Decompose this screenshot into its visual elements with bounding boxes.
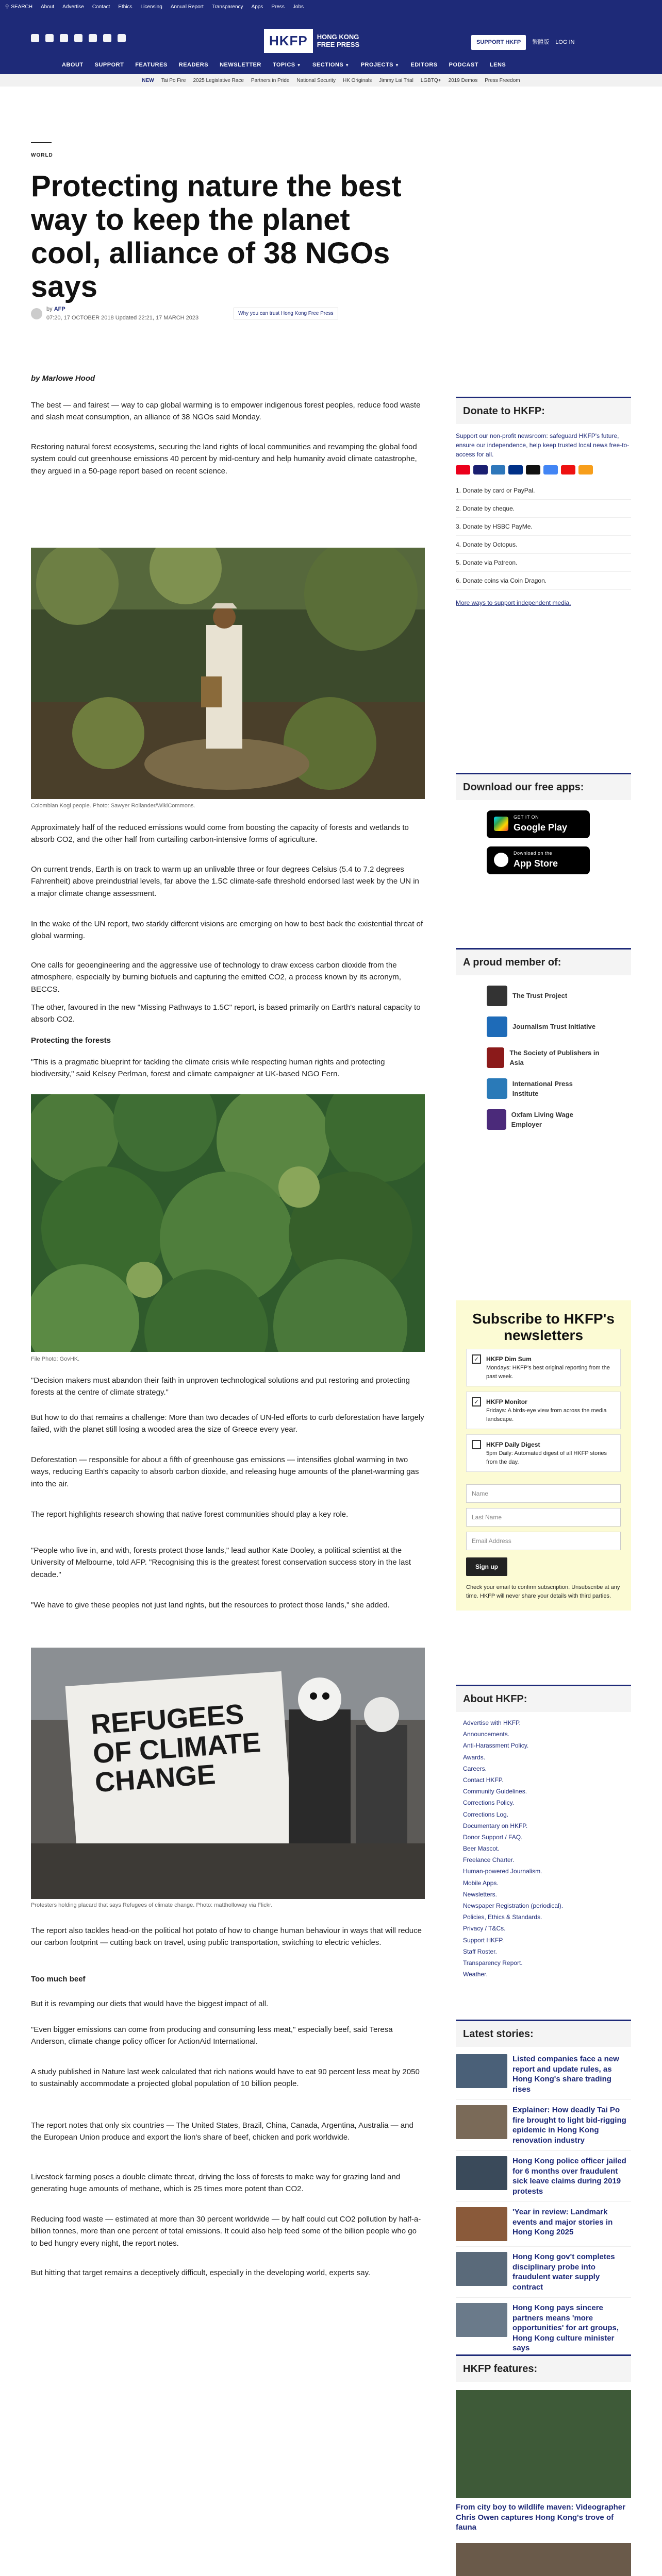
donate-option[interactable]: 3. Donate by HSBC PayMe. [456,518,631,536]
payment-icons [456,465,631,474]
newsletter-box [456,1300,631,1611]
about-links [456,1712,631,1985]
google-pay-icon [543,465,558,474]
donate-option[interactable]: 6. Donate coins via Coin Dragon. [456,572,631,590]
latest-story[interactable]: Hong Kong pays sincere partners means 'more opportunities' for art groups, Hong Kong culture minister says [456,2298,631,2359]
sidebar-donate [456,397,631,607]
latest-story[interactable]: Hong Kong police officer jailed for 6 months over fraudulent sick leave claims during 2019 protests [456,2151,631,2202]
nav-item[interactable]: NEWSLETTER [220,62,261,68]
avatar [31,308,42,319]
sidebar-about [456,1685,631,1985]
last-name-input[interactable]: Last Name [466,1508,621,1527]
paragraph: Livestock farming poses a double climate threat, driving the loss of forests to make way for grazing land and generating huge amounts of methane, which is 25 times more potent than CO2. [31,2173,401,2194]
byline-meta: by AFP 07:20, 17 OCTOBER 2018 Updated 22:21, 17 MARCH 2023 [46,306,199,321]
newsletter-title: Subscribe to HKFP's newsletters [472,1311,615,1344]
member-logo[interactable]: International Press Institute [487,1073,600,1104]
google-play-button[interactable]: GET IT ON Google Play [487,810,590,838]
paragraph: On current trends, Earth is on track to warm up an unlivable three or four degrees Celsius (5.4 to 7.2 degrees Fahrenheit) above preindustrial levels, far above the 1.5C climate-safe threshold endorsed last week by the UN in a major climate change assessment. [31,865,419,898]
paragraph: Approximately half of the reduced emissions would come from boosting the capacity of forests and wetlands to absorb CO2, and the other half from curtailing carbon-intensive forms of agriculture. [31,823,409,844]
newsletter-option[interactable]: HKFP Daily Digest 5pm Daily: Automated digest of all HKFP stories from the day. [466,1434,621,1472]
about-link[interactable]: Privacy / T&Cs. [463,1925,506,1933]
trending-link[interactable]: HK Originals [342,77,372,83]
checkbox[interactable]: ✓ [472,1397,481,1406]
about-link[interactable]: Donor Support / FAQ. [463,1833,523,1841]
members-title: A proud member of: [456,948,631,975]
story-thumbnail [456,2252,507,2286]
header-actions [471,35,574,50]
newsletter-option[interactable]: ✓ HKFP Dim Sum Mondays: HKFP's best original reporting from the past week. [466,1349,621,1386]
unionpay-icon [561,465,575,474]
topbar-link[interactable]: Apps [251,4,263,10]
article-photo-forest [31,1094,425,1352]
nav-item[interactable]: PODCAST [449,62,478,68]
trending-link[interactable]: Partners in Pride [251,77,290,83]
member-logo[interactable]: The Society of Publishers in Asia [487,1042,600,1073]
about-link[interactable]: Newsletters. [463,1890,498,1898]
author-line: by Marlowe Hood [31,374,95,383]
paragraph: Reducing food waste — estimated at more than 30 percent worldwide — by half could cut CO2 pollution by half-a-billion tonnes, more than one percent of total emissions. It could also help feed some of the billion people who go to bed hungry every night, the report notes. [31,2215,421,2248]
support-hkfp-button[interactable]: SUPPORT HKFP [471,35,526,50]
hillside-illustration [31,1094,425,1352]
paragraph: "Decision makers must abandon their faith in unproven technological solutions and put restoring and protecting forests at the centre of climate strategy." [31,1376,410,1397]
paragraph: But it is revamping our diets that would have the biggest impact of all. [31,1999,269,2008]
instagram-icon[interactable] [60,34,68,42]
main-nav [62,61,506,70]
apple-pay-icon [526,465,540,474]
paragraph: But how to do that remains a challenge: More than two decades of UN-led efforts to curb deforestation have largely failed, with the planet still losing a wooded area the size of Greece every year. [31,1413,424,1434]
paragraph: "People who live in, and with, forests protect those lands," lead author Kate Dooley, a political scientist at the University of Melbourne, told AFP. "Recognising this is the greatest forest conservation success story in the last decade." [31,1546,411,1579]
about-title: About HKFP: [456,1685,631,1712]
feature-item[interactable]: From city boy to wildlife maven: Videographer Chris Owen captures Hong Kong's trove of fauna [456,2390,631,2533]
story-thumbnail [456,2303,507,2337]
features-title: HKFP features: [456,2354,631,2382]
about-link[interactable]: Awards. [463,1753,486,1761]
nav-item[interactable]: TOPICS ▼ [272,62,302,68]
topbar-link[interactable]: Transparency [211,4,243,10]
story-thumbnail [456,2156,507,2190]
article-photo-protest [31,1648,425,1899]
nav-item[interactable]: PROJECTS ▼ [360,62,400,68]
login-link[interactable]: LOG IN [555,39,575,45]
site-header [0,13,662,74]
amex-icon [491,465,505,474]
story-thumbnail [456,2105,507,2139]
newsletter-option[interactable]: ✓ HKFP Monitor Fridays: A birds-eye view from across the media landscape. [466,1392,621,1429]
about-link[interactable]: Beer Mascot. [463,1845,500,1853]
topbar-link[interactable]: About [41,4,55,10]
chevron-down-icon: ▼ [296,63,302,67]
about-link[interactable]: Weather. [463,1971,488,1978]
sidebar-latest [456,2020,631,2361]
search-link[interactable]: ⚲ SEARCH [5,4,33,10]
site-logo[interactable] [264,29,359,53]
member-list [456,975,631,1140]
signup-button[interactable]: Sign up [466,1557,507,1576]
latest-list [456,2047,631,2361]
facebook-icon[interactable] [31,34,39,42]
language-link[interactable]: 繁體版 [532,39,550,45]
photo-caption: Protesters holding placard that says Refugees of climate change. Photo: mattholloway via Flickr. [31,1902,273,1908]
topbar-link[interactable]: Advertise [62,4,84,10]
chevron-down-icon: ▼ [394,63,400,67]
photo-caption: File Photo: GovHK. [31,1356,80,1362]
trending-tag: NEW [142,77,154,83]
nav-item[interactable]: SECTIONS ▼ [312,62,350,68]
sopa-icon [487,1047,504,1068]
ipi-icon [487,1078,507,1099]
topbar-link[interactable]: Licensing [140,4,162,10]
threads-icon[interactable] [89,34,97,42]
apple-icon [494,853,508,867]
feature-image [456,2543,631,2576]
about-link[interactable]: Announcements. [463,1731,510,1738]
about-link[interactable]: Freelance Charter. [463,1856,515,1864]
article-dates: 07:20, 17 OCTOBER 2018 Updated 22:21, 17 MARCH 2023 [46,314,199,321]
paragraph: "This is a pragmatic blueprint for tackling the climate crisis while respecting human rights and protecting biodiversity," said Kelsey Perlman, forest and climate campaigner at UK-based NGO Fern. [31,1058,385,1079]
paragraph: "We have to give these peoples not just land rights, but the resources to protect those lands," she added. [31,1601,390,1609]
nav-item[interactable]: EDITORS [410,62,438,68]
protest-sign-text: REFUGEES OF CLIMATE CHANGE [90,1698,262,1799]
logo-text: HONG KONG FREE PRESS [317,33,360,48]
latest-title: Latest stories: [456,2020,631,2047]
about-link[interactable]: Advertise with HKFP. [463,1719,521,1726]
jti-icon [487,1016,507,1037]
paragraph: The report notes that only six countries — The United States, Brazil, China, Canada, Argentina, Australia — and the European Union produce and export the lion's share of beef, chicken and pork worldwide. [31,2121,413,2142]
nav-item[interactable]: SUPPORT [94,62,124,68]
paragraph: "Even bigger emissions can come from producing and consuming less meat," especially beef, said Teresa Anderson, climate change policy officer for ActionAid International. [31,2025,393,2046]
trending-link[interactable]: 2019 Demos [448,77,478,83]
social-icons [31,34,126,42]
apps-title: Download our free apps: [456,773,631,800]
latest-story[interactable]: Explainer: How deadly Tai Po fire brought to light bid-rigging epidemic in Hong Kong renovation industry [456,2100,631,2151]
donate-title: Donate to HKFP: [456,397,631,424]
about-link[interactable]: Mobile Apps. [463,1879,499,1887]
trending-link[interactable]: 2025 Legislative Race [193,77,244,83]
nav-item[interactable]: READERS [178,62,209,68]
about-link[interactable]: Contact HKFP. [463,1776,504,1784]
trust-link[interactable]: Why you can trust Hong Kong Free Press [234,308,338,319]
app-buttons [456,800,631,885]
latest-story[interactable]: Hong Kong gov't completes disciplinary probe into fraudulent water supply contract [456,2247,631,2298]
donate-option[interactable]: 4. Donate by Octopus. [456,536,631,554]
email-input[interactable]: Email Address [466,1532,621,1550]
story-thumbnail [456,2207,507,2241]
forest-illustration [31,548,425,799]
paypal-icon [508,465,523,474]
topbar-link[interactable]: Ethics [118,4,133,10]
author-org[interactable]: AFP [54,306,65,312]
about-link[interactable]: Human-powered Journalism. [463,1868,542,1875]
paragraph: The report also tackles head-on the political hot potato of how to change human behaviour in ways that will reduce our carbon footprint — cutting back on travel, using public transportation, switching to electric vehicles. [31,1926,422,1947]
trending-link[interactable]: Jimmy Lai Trial [379,77,413,83]
article-title: Protecting nature the best way to keep the planet cool, alliance of 38 NGOs says [31,170,402,303]
latest-story[interactable]: 'Year in review: Landmark events and major stories in Hong Kong 2025 [456,2202,631,2247]
feature-list [456,2382,631,2576]
chevron-down-icon: ▼ [345,63,350,67]
article-photo-kogi [31,548,425,799]
oxfam-icon [487,1109,506,1130]
trending-link[interactable]: Tai Po Fire [161,77,186,83]
paragraph: The report highlights research showing that native forest communities should play a key role. [31,1510,349,1519]
latest-story[interactable]: Listed companies face a new report and update rules, as Hong Kong's share trading rises [456,2049,631,2100]
about-link[interactable]: Newspaper Registration (periodical). [463,1902,564,1909]
paragraph: One calls for geoengineering and the aggressive use of technology to draw excess carbon dioxide from the atmosphere, especially by burning biofuels and capturing the emitted CO2, a process known by its acronym, BECCS. [31,961,401,994]
story-thumbnail [456,2054,507,2088]
topbar-link[interactable]: Press [271,4,285,10]
member-logo[interactable]: Journalism Trust Initiative [487,1011,600,1042]
sidebar-members [456,948,631,1140]
mastercard-icon [456,465,470,474]
about-link[interactable]: Corrections Policy. [463,1799,515,1807]
sidebar-features [456,2354,631,2576]
about-link[interactable]: Transparency Report. [463,1959,523,1967]
paragraph: In the wake of the UN report, two starkly different visions are emerging on how to best back the existential threat of global warming. [31,920,423,941]
subheading: Too much beef [31,1975,86,1984]
donate-option[interactable]: 1. Donate by card or PayPal. [456,482,631,500]
youtube-icon[interactable] [74,34,82,42]
top-utility-bar [0,0,662,13]
about-link[interactable]: Anti-Harassment Policy. [463,1742,529,1750]
nav-item[interactable]: LENS [489,62,506,68]
about-link[interactable]: Corrections Log. [463,1810,509,1818]
byline [31,305,338,322]
jcb-icon [578,465,593,474]
google-play-icon [494,817,508,831]
x-icon[interactable] [45,34,54,42]
donate-option[interactable]: 5. Donate via Patreon. [456,554,631,572]
donate-options [456,482,631,590]
checkbox[interactable] [472,1440,481,1449]
feature-image [456,2390,631,2498]
member-logo[interactable]: Oxfam Living Wage Employer [487,1104,600,1135]
feature-item[interactable] [456,2543,631,2576]
paragraph: Deforestation — responsible for about a fifth of greenhouse gas emissions — intensifies global warming in two ways, reducing Earth's capacity to absorb carbon dioxide, and releasing huge amounts of the planet-warming gas into the air. [31,1455,419,1488]
paragraph: The other, favoured in the new "Missing Pathways to 1.5C" report, is based primarily on Earth's natural capacity to absorb CO2. [31,1003,421,1024]
paragraph: The best — and fairest — way to cap global warming is to empower indigenous forest peoples, reduce food waste and slash meat consumption, an alliance of 38 NGOs said Monday. [31,401,421,422]
donate-option[interactable]: 2. Donate by cheque. [456,500,631,518]
trending-link[interactable]: Press Freedom [485,77,520,83]
more-ways-link[interactable]: More ways to support independent media. [456,599,571,606]
trust-project-icon [487,986,507,1006]
trending-link[interactable]: National Security [296,77,336,83]
logo-mark: HKFP [264,29,313,53]
telegram-icon[interactable] [103,34,111,42]
about-link[interactable]: Careers. [463,1765,487,1772]
visa-icon [473,465,488,474]
nav-item[interactable]: FEATURES [135,62,168,68]
topbar-link[interactable]: Contact [92,4,110,10]
about-link[interactable]: Community Guidelines. [463,1788,527,1795]
sidebar-apps [456,773,631,885]
subheading: Protecting the forests [31,1036,111,1045]
paragraph: A study published in Nature last week calculated that rich nations would have to eat 90 percent less meat by 2050 to sustainably accommodate a projected global population of 10 billion people. [31,2067,420,2089]
paragraph: Restoring natural forest ecosystems, securing the land rights of local communities and revamping the global food system could cut greenhouse emissions 40 percent by mid-century and help humanity avoid climate catastrophe, they argued in a 50-page report based on recent science. [31,443,417,476]
about-link[interactable]: Staff Roster. [463,1947,497,1955]
trending-link[interactable]: LGBTQ+ [420,77,441,83]
photo-caption: Colombian Kogi people. Photo: Sawyer Rollander/WikiCommons. [31,803,195,809]
app-store-button[interactable]: Download on the App Store [487,846,590,874]
topbar-link[interactable]: Jobs [292,4,304,10]
trending-bar [0,74,662,87]
checkbox[interactable]: ✓ [472,1354,481,1364]
rss-icon[interactable] [118,34,126,42]
member-logo[interactable]: The Trust Project [487,980,600,1011]
paragraph: But hitting that target remains a deceptively difficult, especially in the developing world, experts say. [31,2268,371,2277]
about-link[interactable]: Support HKFP. [463,1936,504,1944]
newsletter-note: Check your email to confirm subscription. Unsubscribe at any time. HKFP will never share your details with third parties. [466,1584,620,1599]
nav-item[interactable]: ABOUT [62,62,84,68]
topbar-link[interactable]: Annual Report [170,4,204,10]
about-link[interactable]: Documentary on HKFP. [463,1822,528,1829]
donate-intro[interactable]: Support our non-profit newsroom: safeguard HKFP's future, ensure our independence, help keep trusted local news free-to-access for all. [456,432,630,458]
about-link[interactable]: Policies, Ethics & Standards. [463,1913,542,1921]
section-label[interactable]: WORLD [31,142,52,159]
first-name-input[interactable]: Name [466,1484,621,1503]
